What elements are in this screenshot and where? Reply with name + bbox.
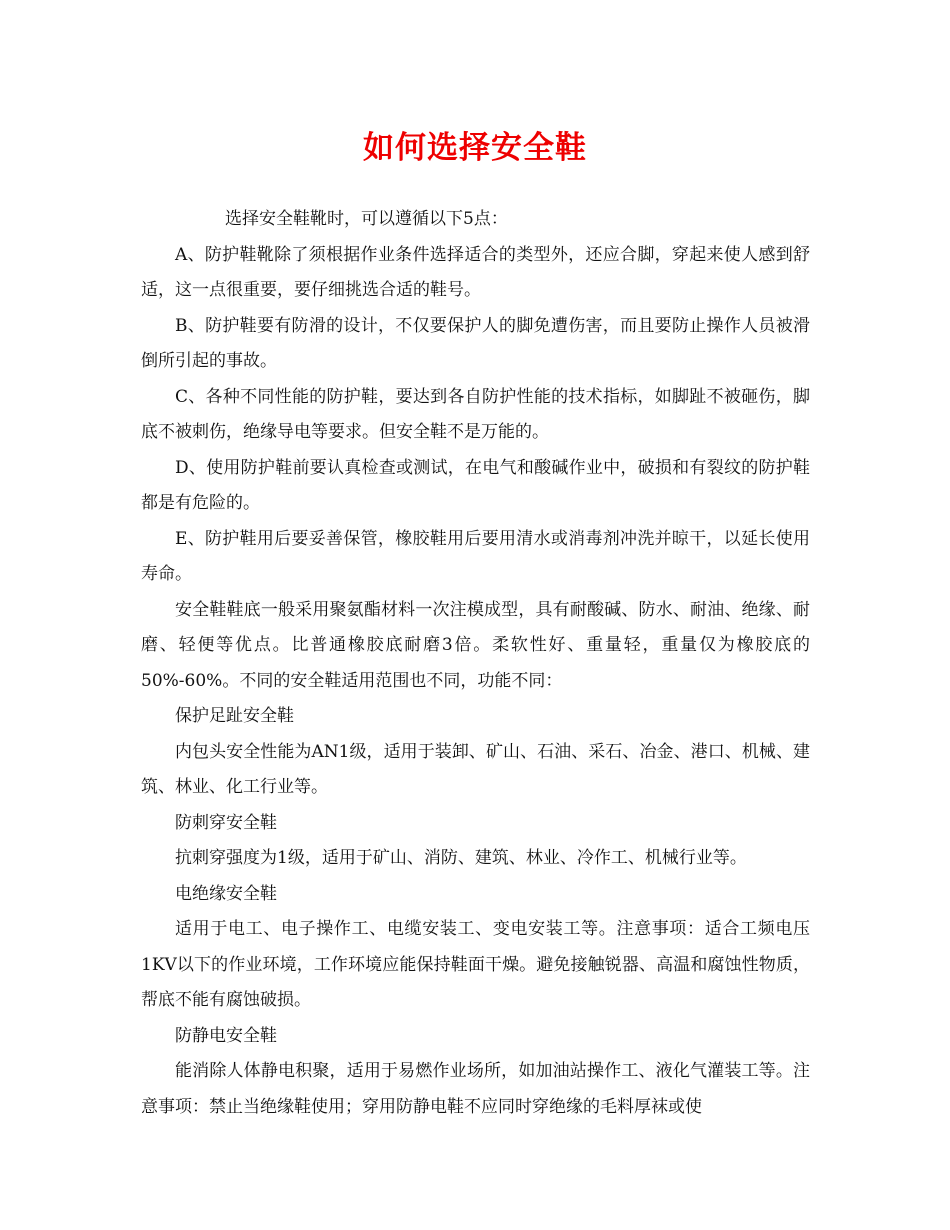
puncture-resistant-paragraph: 抗刺穿强度为1级，适用于矿山、消防、建筑、林业、冷作工、机械行业等。	[175, 848, 747, 868]
toe-protection-paragraph: 内包头安全性能为AN1级，适用于装卸、矿山、石油、采石、冶金、港口、机械、建筑、林业、化工行业等。	[141, 741, 810, 797]
intro-paragraph: 选择安全鞋靴时，可以遵循以下5点：	[225, 209, 508, 229]
document-body	[141, 202, 810, 1125]
electrical-insulation-paragraph: 适用于电工、电子操作工、电缆安装工、变电安装工等。注意事项：适合工频电压1KV以下的作业环境，工作环境应能保持鞋面干燥。避免接触锐器、高温和腐蚀性物质，帮底不能有腐蚀破损。	[141, 919, 810, 1010]
toe-protection-heading: 保护足趾安全鞋	[175, 706, 294, 726]
document-title: 如何选择安全鞋	[363, 130, 587, 166]
point-b-paragraph: B、防护鞋要有防滑的设计，不仅要保护人的脚免遭伤害，而且要防止操作人员被滑倒所引起的事故。	[141, 315, 810, 371]
sole-material-paragraph: 安全鞋鞋底一般采用聚氨酯材料一次注模成型，具有耐酸碱、防水、耐油、绝缘、耐磨、轻便等优点。比普通橡胶底耐磨3倍。柔软性好、重量轻，重量仅为橡胶底的50%-60%。不同的安全鞋适用范围也不同，功能不同：	[141, 599, 810, 691]
point-d-paragraph: D、使用防护鞋前要认真检查或测试，在电气和酸碱作业中，破损和有裂纹的防护鞋都是有危险的。	[141, 457, 810, 513]
point-a-paragraph: A、防护鞋靴除了须根据作业条件选择适合的类型外，还应合脚，穿起来使人感到舒适，这一点很重要，要仔细挑选合适的鞋号。	[141, 244, 810, 300]
point-c-paragraph: C、各种不同性能的防护鞋，要达到各自防护性能的技术指标，如脚趾不被砸伤，脚底不被刺伤，绝缘导电等要求。但安全鞋不是万能的。	[141, 386, 810, 442]
electrical-insulation-heading: 电绝缘安全鞋	[175, 883, 277, 904]
antistatic-paragraph: 能消除人体静电积聚，适用于易燃作业场所，如加油站操作工、液化气灌装工等。注意事项：禁止当绝缘鞋使用；穿用防静电鞋不应同时穿绝缘的毛料厚袜或使	[141, 1061, 810, 1117]
point-e-paragraph: E、防护鞋用后要妥善保管，橡胶鞋用后要用清水或消毒剂冲洗并晾干，以延长使用寿命。	[141, 528, 810, 584]
puncture-resistant-heading: 防刺穿安全鞋	[175, 812, 277, 833]
antistatic-heading: 防静电安全鞋	[175, 1025, 277, 1046]
